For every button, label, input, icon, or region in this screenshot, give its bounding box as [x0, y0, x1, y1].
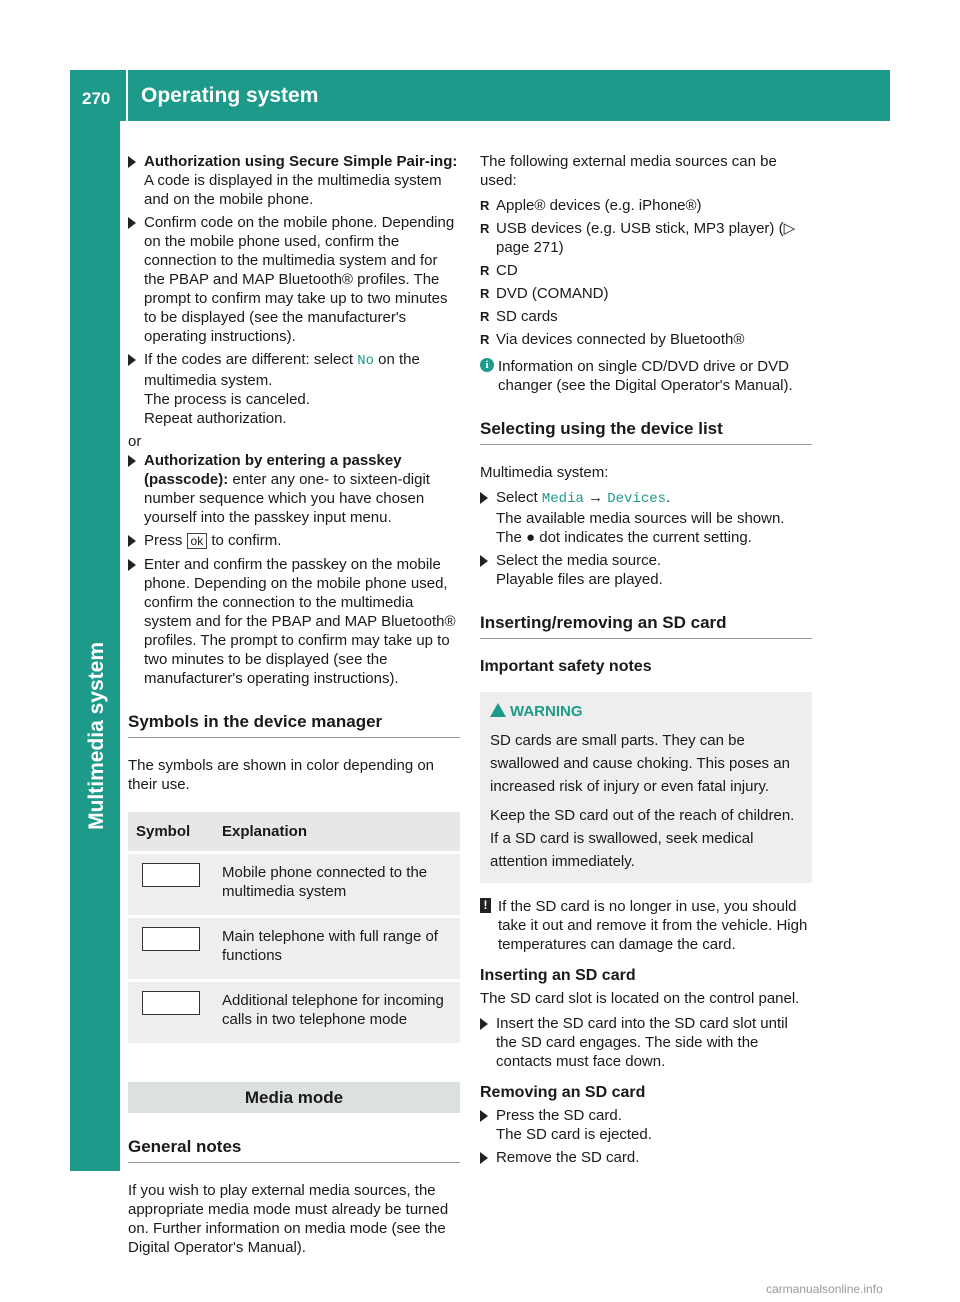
list-item: R SD cards: [480, 308, 558, 325]
additional-telephone-icon: [142, 991, 200, 1015]
side-tab-label: Multimedia system: [85, 642, 108, 830]
step: Insert the SD card into the SD card slot until the SD card engages. The side with the contacts must face down.: [480, 1014, 812, 1071]
step-arrow-icon: [128, 354, 136, 366]
step-text: to confirm.: [207, 532, 282, 549]
step-arrow-icon: [480, 492, 488, 504]
section-heading: General notes: [128, 1137, 460, 1163]
step-arrow-icon: [480, 1018, 488, 1030]
phone-connected-icon: [142, 863, 200, 887]
media-menu-item: Media: [541, 491, 584, 507]
table-row: [128, 981, 460, 1045]
step-arrow-icon: [480, 555, 488, 567]
step-arrow-icon: [480, 1110, 488, 1122]
page-title: Operating system: [141, 84, 319, 107]
step: [128, 213, 460, 346]
header-divider: [126, 70, 128, 121]
step-arrow-icon: [128, 217, 136, 229]
table-header: Symbol: [128, 812, 214, 853]
left-column: [128, 152, 460, 1263]
section-heading: Symbols in the device manager: [128, 712, 460, 738]
step: [128, 350, 460, 428]
table-cell: Additional telephone for incoming calls in two telephone mode: [214, 981, 460, 1045]
step: [128, 451, 460, 527]
step-text: Confirm code on the mobile phone. Depending on the mobile phone used, confirm the connection to the multimedia system and for the PBAP and MAP Bluetooth® profiles. The prompt to confirm may take up to two minutes to be displayed (see the manufacturer's operating instructions).: [144, 214, 455, 345]
step-text: on the multimedia system.: [144, 351, 420, 389]
caution-note: ! If the SD card is no longer in use, you should take it out and remove it from the vehicle. High temperatures can damage the card.: [480, 897, 812, 954]
list-item: R USB devices (e.g. USB stick, MP3 player) (▷ page 271): [480, 220, 796, 256]
devices-menu-item: Devices: [607, 491, 667, 507]
or-text: or: [128, 433, 142, 450]
step-arrow-icon: [480, 1152, 488, 1164]
section-heading: Inserting/removing an SD card: [480, 613, 812, 639]
warning-title: WARNING: [490, 702, 802, 721]
step-arrow-icon: [128, 156, 136, 168]
step-text: enter any one- to sixteen-digit number sequence which you have chosen yourself into the passkey input menu.: [144, 471, 430, 526]
list-item: R DVD (COMAND): [480, 285, 609, 302]
section-heading: Selecting using the device list: [480, 419, 812, 445]
list-item: R CD: [480, 262, 518, 279]
list-item: R Apple® devices (e.g. iPhone®): [480, 197, 702, 214]
step: Remove the SD card.: [480, 1148, 812, 1167]
caution-icon: !: [480, 898, 491, 913]
paragraph: The SD card slot is located on the control panel.: [480, 990, 800, 1007]
table-row: [128, 853, 460, 917]
paragraph: Multimedia system:: [480, 464, 609, 481]
step: [128, 555, 460, 688]
table-cell: Mobile phone connected to the multimedia system: [214, 853, 460, 917]
step: [128, 531, 460, 551]
step: Press the SD card. The SD card is ejected.: [480, 1106, 812, 1144]
step-bold: Authorization using Secure Simple Pair-ing:: [144, 153, 458, 170]
paragraph: The following external media sources can be used:: [480, 153, 777, 189]
table-row: [128, 917, 460, 981]
subsection-heading: Important safety notes: [480, 658, 652, 675]
subsection-heading: Removing an SD card: [480, 1084, 646, 1101]
main-telephone-icon: [142, 927, 200, 951]
step-text: Press: [144, 532, 187, 549]
step-text: If the codes are different: select: [144, 351, 358, 368]
subsection-heading: Inserting an SD card: [480, 967, 636, 984]
step-text: Repeat authorization.: [144, 410, 287, 427]
paragraph: If you wish to play external media sources, the appropriate media mode must already be turned on. Further information on media mode (see the Digital Operator's Manual).: [128, 1182, 449, 1256]
table-cell: Main telephone with full range of functions: [214, 917, 460, 981]
table-header: Explanation: [214, 812, 460, 853]
no-option: No: [357, 353, 374, 369]
list-item: R Via devices connected by Bluetooth®: [480, 331, 745, 348]
warning-box: WARNING SD cards are small parts. They can be swallowed and cause choking. This poses an increased risk of injury or even fatal injury. Keep the SD card out of the reach of children. If a SD card is swallowed, seek medical attention immediately.: [480, 692, 812, 883]
right-column: [480, 152, 812, 1171]
step: [128, 152, 460, 209]
ok-key-icon: ok: [187, 533, 208, 549]
media-mode-banner: Media mode: [128, 1082, 460, 1113]
step-arrow-icon: [128, 559, 136, 571]
warning-icon: [490, 703, 506, 717]
step-text: The process is canceled.: [144, 391, 310, 408]
step-arrow-icon: [128, 535, 136, 547]
step-arrow-icon: [128, 455, 136, 467]
paragraph: The symbols are shown in color depending on their use.: [128, 757, 435, 793]
page-number: 270: [82, 89, 111, 108]
step-text: A code is displayed in the multimedia system and on the mobile phone.: [144, 172, 442, 208]
step: Select Media → Devices. The available media sources will be shown. The ● dot indicates the current setting.: [480, 488, 812, 547]
info-note: i Information on single CD/DVD drive or DVD changer (see the Digital Operator's Manual).: [480, 357, 812, 395]
symbol-table: [128, 812, 460, 1046]
step-bold: Authorization by entering a passkey (passcode):: [144, 452, 402, 488]
page-header: [70, 70, 890, 121]
step-text: Enter and confirm the passkey on the mobile phone. Depending on the mobile phone used, confirm the connection to the multimedia system and for the PBAP and MAP Bluetooth® profiles. The prompt to confirm may take up to two minutes to be displayed (see the manufacturer's operating instructions).: [144, 556, 456, 687]
step: Select the media source. Playable files are played.: [480, 551, 812, 589]
info-icon: i: [480, 358, 494, 372]
watermark: carmanualsonline.info: [766, 1282, 883, 1296]
